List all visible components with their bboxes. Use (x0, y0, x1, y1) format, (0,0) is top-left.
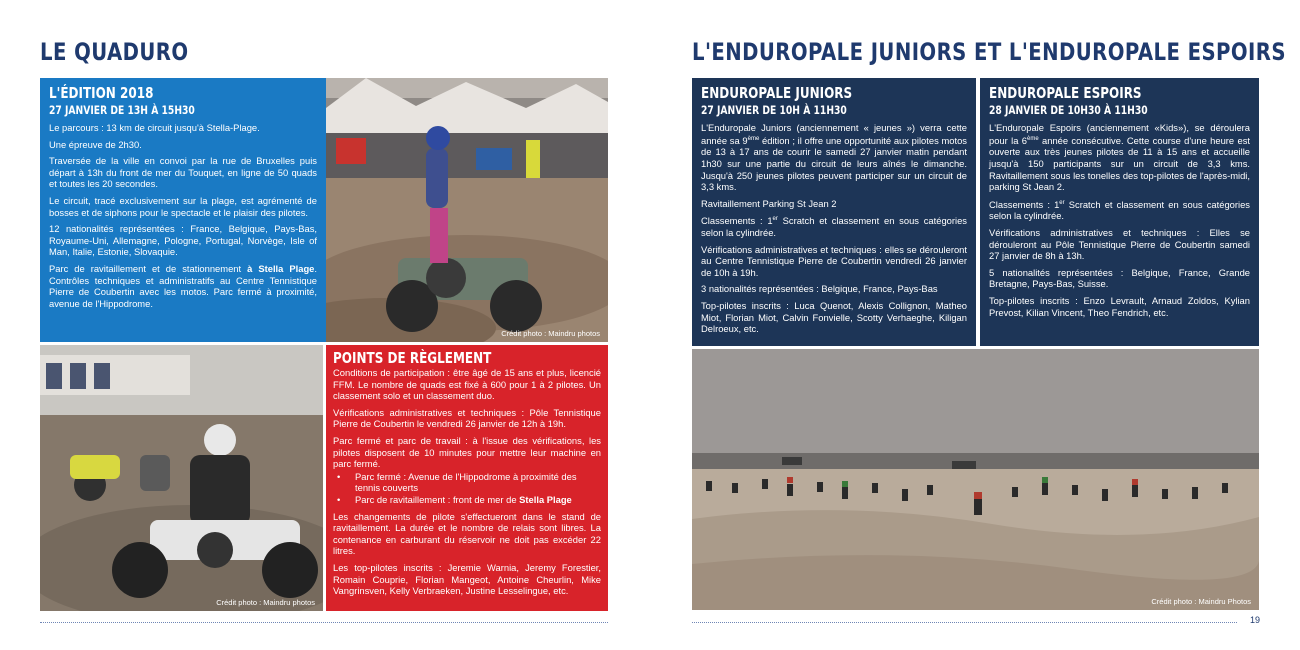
beach-race-photo (692, 349, 1259, 610)
superscript: er (1059, 199, 1065, 206)
quad-riders-illustration (40, 345, 323, 611)
edition-paragraph: Une épreuve de 2h30. (49, 138, 142, 150)
juniors-heading: ENDUROPALE JUNIORS (701, 84, 853, 102)
text-run: L'Enduropale Juniors (anciennement « jeunes ») verra cette année sa 9 (701, 122, 967, 146)
juniors-paragraph: Top-pilotes inscrits : Luca Quenot, Alexis Collignon, Matheo Miot, Florian Miot, Calvin Fonvielle, Scotty Verhaeghe, Kiligan Delroeux, etc. (701, 299, 967, 335)
text-run: . Contrôles techniques et administratifs au Centre Tennistique Pierre de Coubertin avec les motos. Parc fermé à proximité, avenue de l'Hippodrome. (49, 262, 318, 309)
espoirs-paragraph (989, 198, 1250, 222)
rules-paragraph: Les top-pilotes inscrits : Jeremie Warnia, Jeremy Forestier, Romain Couprie, Florian Mangeot, Antoine Cheurlin, Mike Vangrinsven, Kelly Verbraeken, Justine Lesselingue, etc. (333, 561, 601, 597)
text-run: Scratch et classement en sous catégories selon la cylindrée. (701, 215, 967, 238)
quad-jump-photo (326, 78, 608, 342)
rules-paragraph: Conditions de participation : être âgé de 15 ans et plus, licencié FFM. Le nombre de quads est fixé à 600 pour 1 à 2 pilotes. Un classement solo et un classement duo. (333, 367, 601, 402)
text-run: édition ; il offre une opportunité aux pilotes motos de 13 à 17 ans de courir le samedi 27 janvier matin pendant 1h30 sur une partie du circuit de leurs aînés le dimanche. Jusqu'à 250 jeunes pilotes peuvent participer sur un circuit de 3,3 kms. (701, 134, 967, 193)
text-run: L'Enduropale Espoirs (anciennement «Kids»), se déroulera pour la 6 (989, 122, 1250, 146)
quad-riders-photo (40, 345, 323, 611)
footer-dotted-rule (40, 622, 608, 623)
espoirs-paragraph: 5 nationalités représentées : Belgique, France, Grande Bretagne, Pays-Bas, Suisse. (989, 266, 1250, 290)
edition-paragraph: Le circuit, tracé exclusivement sur la plage, est agrémenté de bosses et de siphons pour le spectacle et le plaisir des pilotes. (49, 194, 317, 218)
rules-heading: POINTS DE RÈGLEMENT (333, 349, 492, 367)
text-run: Parc de ravitaillement et de stationnement (49, 262, 248, 274)
text-run: année consécutive. Cette course d'une heure est ouverte aux très jeunes pilotes de 11 à 15 ans et accueille jusqu'à 150 participants sur un circuit de 3,3 kms. Ravitaillement sous les tonelles des top-pilotes de l'après-midi, parking St Jean 2. (989, 134, 1250, 193)
rules-bullet-item (333, 494, 601, 506)
rules-paragraph: Vérifications administratives et techniques : Pôle Tennistique Pierre de Coubertin le vendredi 26 janvier de 12h à 19h. (333, 406, 601, 430)
photo-credit: Crédit photo : Maindru Photos (1151, 597, 1251, 606)
rules-bullet-list (333, 471, 601, 506)
juniors-paragraph (701, 214, 967, 238)
edition-paragraph (49, 263, 317, 309)
quad-jump-illustration (326, 78, 608, 342)
espoirs-paragraph (989, 122, 1250, 193)
espoirs-heading: ENDUROPALE ESPOIRS (989, 84, 1142, 102)
edition-heading: L'ÉDITION 2018 (49, 84, 154, 102)
juniors-date: 27 JANVIER DE 10H À 11H30 (701, 103, 847, 117)
espoirs-paragraph: Vérifications administratives et techniques : Elles se dérouleront au Pôle Tennistique Pierre de Coubertin samedi 27 janvier de 8h à 13h. (989, 227, 1250, 262)
espoirs-date: 28 JANVIER DE 10H30 À 11H30 (989, 103, 1148, 117)
edition-paragraph: Le parcours : 13 km de circuit jusqu'à Stella-Plage. (49, 122, 260, 133)
text-run: Scratch et classement en sous catégories selon la cylindrée. (989, 198, 1250, 222)
edition-date: 27 JANVIER DE 13H À 15H30 (49, 103, 195, 117)
superscript: er (772, 216, 778, 223)
photo-credit: Crédit photo : Maindru photos (501, 329, 600, 338)
page-title-enduropale: L'ENDUROPALE JUNIORS ET L'ENDUROPALE ESPOIRS (692, 38, 1286, 66)
text-run: Parc de ravitaillement : front de mer de (355, 493, 520, 505)
juniors-paragraph (701, 122, 967, 193)
juniors-paragraph: Ravitaillement Parking St Jean 2 (701, 197, 837, 209)
text-run: Classements : 1 (989, 198, 1060, 210)
footer-dotted-rule (692, 622, 1237, 623)
rules-paragraph: Les changements de pilote s'effectueront dans le stand de ravitaillement. La durée et le nombre de relais sont libres. La contenance en carburant du réservoir ne doit pas excéder 22 litres. (333, 510, 601, 557)
edition-2018-box (40, 78, 326, 342)
juniors-paragraph: 3 nationalités représentées : Belgique, France, Pays-Bas (701, 283, 938, 295)
superscript: ème (747, 135, 760, 142)
stella-plage-bold: à Stella Plage (247, 262, 315, 274)
rules-bullet-item: • Parc fermé : Avenue de l'Hippodrome à proximité des tennis couverts (333, 471, 601, 494)
edition-paragraph: Traversée de la ville en convoi par la rue de Bruxelles puis départ à 13h du front de mer du Touquet, en ligne de 50 quads et toutes les 20 secondes. (49, 155, 317, 190)
rules-box (326, 345, 608, 611)
espoirs-paragraph: Top-pilotes inscrits : Enzo Levrault, Arnaud Zoldos, Kylian Prevost, Kilian Vincent, Theo Fendrich, etc. (989, 294, 1250, 318)
espoirs-box (980, 78, 1259, 346)
juniors-box (692, 78, 976, 346)
page-number: 19 (1250, 615, 1261, 625)
beach-race-illustration (692, 349, 1259, 610)
photo-credit: Crédit photo : Maindru photos (216, 598, 315, 607)
rules-paragraph: Parc fermé et parc de travail : à l'issue des vérifications, les pilotes disposent de 10 minutes pour mettre leur machine en parc fermé. (333, 434, 601, 470)
page-title-quaduro: LE QUADURO (40, 38, 189, 66)
stella-plage-bold: Stella Plage (519, 493, 572, 505)
edition-paragraph: 12 nationalités représentées : France, Belgique, Pays-Bas, Royaume-Uni, Allemagne, Pologne, Portugal, Norvège, Isle of Man, Italie, Estonie, Slovaquie. (49, 223, 317, 258)
superscript: ème (1026, 135, 1039, 142)
juniors-paragraph: Vérifications administratives et techniques : elles se dérouleront au Centre Tennistique Pierre de Coubertin vendredi 26 janvier de 10h à 19h. (701, 243, 967, 278)
text-run: Classements : 1 (701, 215, 773, 227)
